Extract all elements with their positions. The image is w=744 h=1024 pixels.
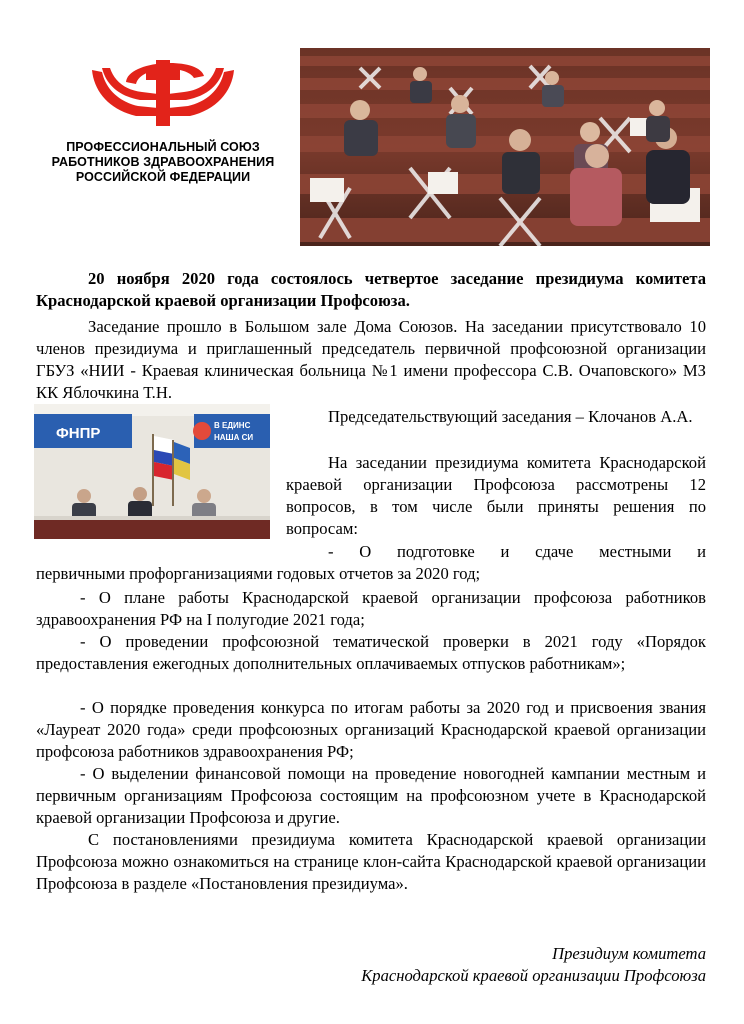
union-logo-icon	[88, 46, 238, 132]
agenda-item-2: - О плане работы Краснодарской краевой организации профсоюза работников здравоохранения РФ на I полугодие 2021 года;	[36, 588, 706, 629]
slogan-banner-text-1: В ЕДИНС	[214, 421, 251, 430]
agenda-item-1-start: - О подготовке и сдаче местными и	[328, 542, 706, 561]
agenda-item-4: - О порядке проведения конкурса по итогам работы за 2020 год и присвоения звания «Лауреат 2020 года» среди профсоюзных организаций Краснодарской краевой организации профсоюза работников здравоохранения РФ;	[36, 698, 706, 761]
article-paragraph-chairman: Председательствующий заседания – Клочанов А.А.	[328, 407, 693, 426]
agenda-item-1-end: первичными профорганизациями годовых отчетов за 2020 год;	[36, 564, 481, 583]
article-paragraph-agenda: На заседании президиума комитета Краснодарской краевой организации Профсоюза рассмотрены 12 вопросов, в том числе были приняты решения по вопросам:	[286, 453, 706, 538]
slogan-banner-text-2: НАША СИ	[214, 433, 254, 442]
org-name-line-3: РОССИЙСКОЙ ФЕДЕРАЦИИ	[75, 170, 251, 184]
signature-line-2: Краснодарской краевой организации Профсоюза	[361, 966, 706, 985]
article-paragraph-1: Заседание прошло в Большом зале Дома Союзов. На заседании присутствовало 10 членов президиума и приглашенный председатель первичной профсоюзной организации ГБУЗ «НИИ - Краевая клиническая больница №1 имени профессора С.В. Очаповского» МЗ КК Яблочкина Т.Н.	[36, 317, 706, 402]
org-name-line-1: ПРОФЕССИОНАЛЬНЫЙ СОЮЗ	[66, 140, 260, 154]
article-lead: 20 ноября 2020 года состоялось четвертое заседание президиума комитета Краснодарской краевой организации Профсоюза.	[36, 269, 706, 310]
agenda-item-3: - О проведении профсоюзной тематической проверки в 2021 году «Порядок предоставления ежегодных дополнительных оплачиваемых отпусков работникам»;	[36, 632, 706, 673]
agenda-item-5: - О выделении финансовой помощи на проведение новогодней кампании местным и первичным организациям Профсоюза состоящим на профсоюзном учете в Краснодарской краевой организации Профсоюза и другие.	[36, 764, 706, 827]
meeting-hall-photo	[300, 48, 710, 246]
presidium-table-photo	[34, 404, 270, 539]
signature-line-1: Президиум комитета	[552, 944, 706, 963]
article-closing: С постановлениями президиума комитета Краснодарской краевой организации Профсоюза можно ознакомиться на странице клон-сайта Краснодарской краевой организации Профсоюза в разделе «Постановления президиума».	[36, 830, 706, 893]
fnpr-banner-text: ФНПР	[56, 425, 101, 442]
org-name-line-2: РАБОТНИКОВ ЗДРАВООХРАНЕНИЯ	[51, 155, 275, 169]
organization-name	[22, 140, 304, 185]
